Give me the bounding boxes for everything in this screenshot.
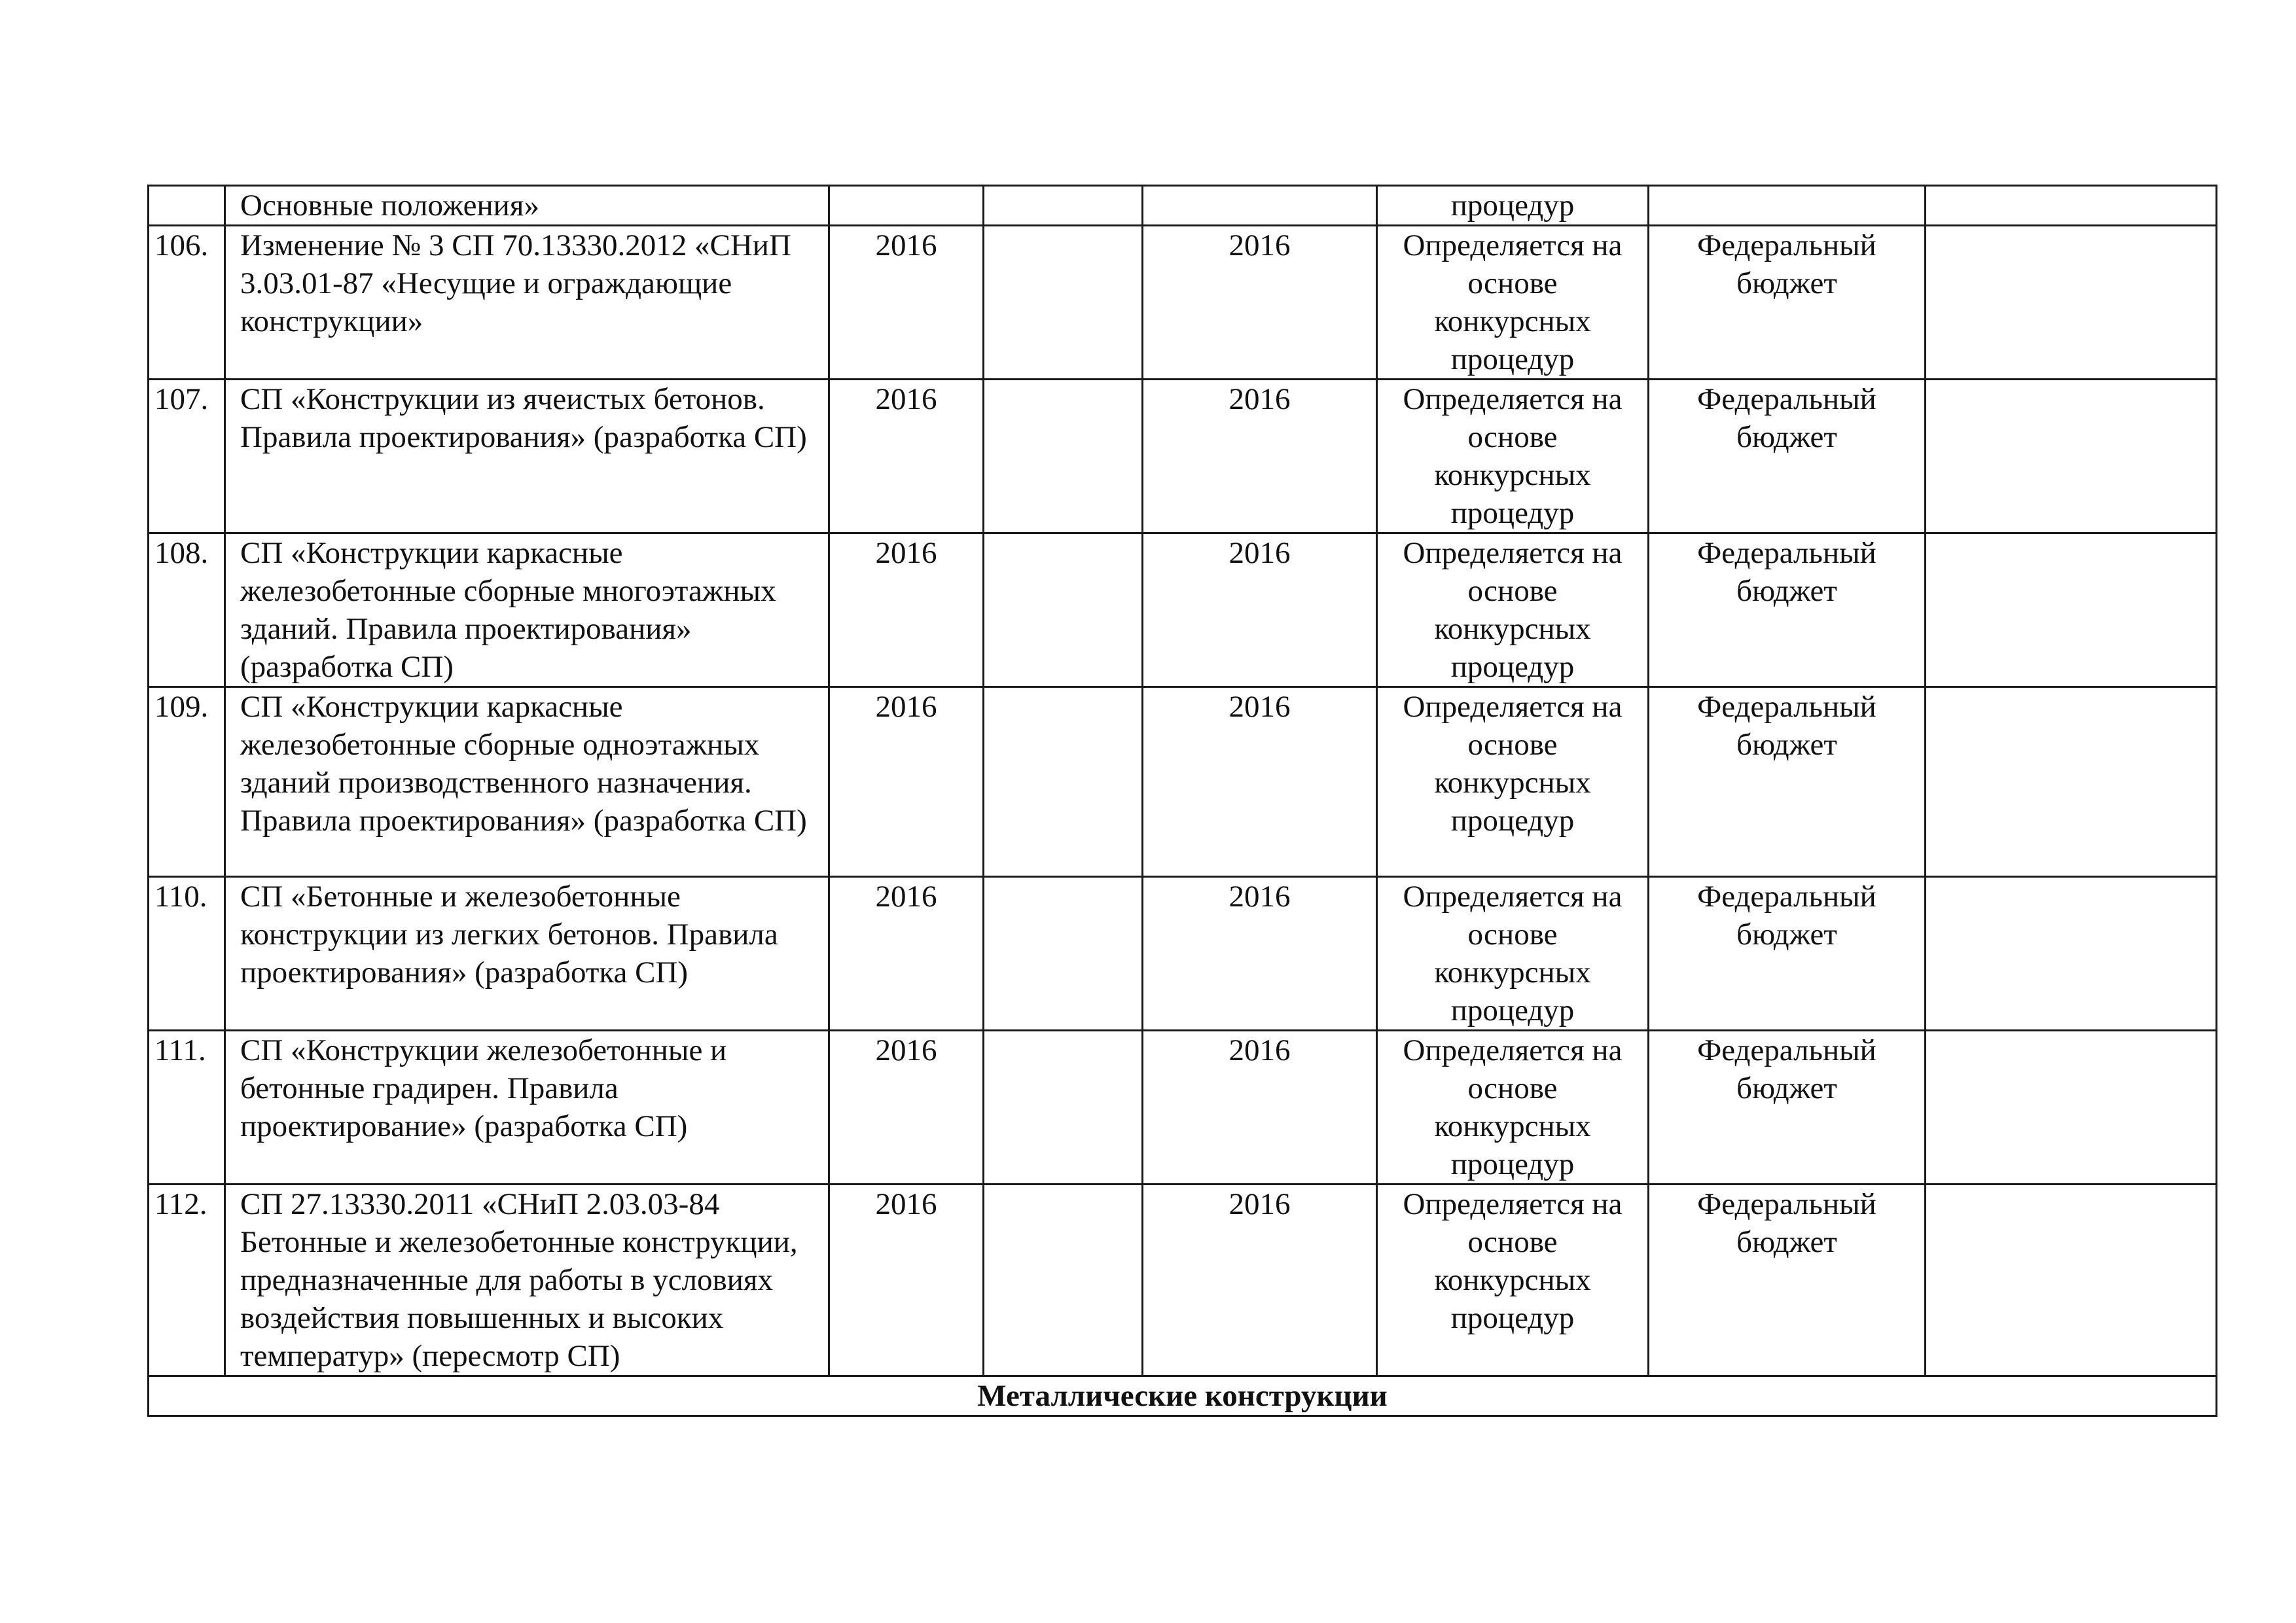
continuation-row (149, 186, 2217, 226)
cost-cell: Определяется на основе конкурсных процедур (1377, 687, 1649, 877)
column-4-cell (984, 186, 1143, 226)
document-table (147, 185, 2217, 1417)
year-end-cell: 2016 (1143, 1185, 1377, 1376)
row-number-cell (149, 186, 225, 226)
year-start-cell (829, 186, 984, 226)
cost-cell: Определяется на основе конкурсных процедур (1377, 1031, 1649, 1185)
year-end-cell: 2016 (1143, 1031, 1377, 1185)
note-cell (1926, 533, 2217, 687)
row-title-cell: СП 27.13330.2011 «СНиП 2.03.03-84 Бетонные и железобетонные конструкции, предназначенные для работы в условиях воздействия повышенных и высоких температур» (пересмотр СП) (225, 1185, 829, 1376)
row-number-cell: 111. (149, 1031, 225, 1185)
table-row (149, 1185, 2217, 1376)
row-number-cell: 108. (149, 533, 225, 687)
funding-source-cell: Федеральный бюджет (1649, 1185, 1926, 1376)
section-heading-row (149, 1376, 2217, 1416)
note-cell (1926, 1031, 2217, 1185)
year-start-cell: 2016 (829, 1185, 984, 1376)
cost-cell: Определяется на основе конкурсных процедур (1377, 877, 1649, 1031)
year-start-cell: 2016 (829, 533, 984, 687)
row-title-cell: Изменение № 3 СП 70.13330.2012 «СНиП 3.03.01-87 «Несущие и ограждающие конструкции» (225, 226, 829, 380)
cost-cell: Определяется на основе конкурсных процедур (1377, 533, 1649, 687)
column-4-cell (984, 877, 1143, 1031)
year-end-cell: 2016 (1143, 687, 1377, 877)
note-cell (1926, 380, 2217, 533)
section-heading: Металлические конструкции (149, 1376, 2217, 1416)
row-title-cell: СП «Конструкции железобетонные и бетонные градирен. Правила проектирование» (разработка СП) (225, 1031, 829, 1185)
column-4-cell (984, 226, 1143, 380)
column-4-cell (984, 1031, 1143, 1185)
year-end-cell: 2016 (1143, 877, 1377, 1031)
funding-source-cell: Федеральный бюджет (1649, 226, 1926, 380)
row-number-cell: 112. (149, 1185, 225, 1376)
table-row (149, 1031, 2217, 1185)
table-row (149, 533, 2217, 687)
table-row (149, 226, 2217, 380)
note-cell (1926, 226, 2217, 380)
year-end-cell (1143, 186, 1377, 226)
row-title-cell: Основные положения» (225, 186, 829, 226)
row-title-cell: СП «Конструкции каркасные железобетонные сборные одноэтажных зданий производственного назначения. Правила проектирования» (разработка СП) (225, 687, 829, 877)
year-end-cell: 2016 (1143, 226, 1377, 380)
note-cell (1926, 877, 2217, 1031)
cost-cell: Определяется на основе конкурсных процедур (1377, 1185, 1649, 1376)
column-4-cell (984, 533, 1143, 687)
year-end-cell: 2016 (1143, 533, 1377, 687)
row-title-cell: СП «Конструкции каркасные железобетонные сборные многоэтажных зданий. Правила проектирования» (разработка СП) (225, 533, 829, 687)
funding-source-cell: Федеральный бюджет (1649, 533, 1926, 687)
year-start-cell: 2016 (829, 380, 984, 533)
table-row (149, 687, 2217, 877)
funding-source-cell: Федеральный бюджет (1649, 687, 1926, 877)
table-row (149, 380, 2217, 533)
row-title-cell: СП «Конструкции из ячеистых бетонов. Правила проектирования» (разработка СП) (225, 380, 829, 533)
funding-source-cell (1649, 186, 1926, 226)
row-title-cell: СП «Бетонные и железобетонные конструкции из легких бетонов. Правила проектирования» (разработка СП) (225, 877, 829, 1031)
row-number-cell: 110. (149, 877, 225, 1031)
column-4-cell (984, 687, 1143, 877)
note-cell (1926, 1185, 2217, 1376)
row-number-cell: 109. (149, 687, 225, 877)
table-row (149, 877, 2217, 1031)
year-start-cell: 2016 (829, 226, 984, 380)
year-start-cell: 2016 (829, 1031, 984, 1185)
funding-source-cell: Федеральный бюджет (1649, 1031, 1926, 1185)
column-4-cell (984, 1185, 1143, 1376)
cost-cell: Определяется на основе конкурсных процедур (1377, 226, 1649, 380)
row-number-cell: 107. (149, 380, 225, 533)
year-start-cell: 2016 (829, 687, 984, 877)
column-4-cell (984, 380, 1143, 533)
cost-cell: Определяется на основе конкурсных процедур (1377, 380, 1649, 533)
table-body (149, 186, 2217, 1416)
cost-cell: процедур (1377, 186, 1649, 226)
row-number-cell: 106. (149, 226, 225, 380)
note-cell (1926, 186, 2217, 226)
year-end-cell: 2016 (1143, 380, 1377, 533)
year-start-cell: 2016 (829, 877, 984, 1031)
funding-source-cell: Федеральный бюджет (1649, 877, 1926, 1031)
note-cell (1926, 687, 2217, 877)
funding-source-cell: Федеральный бюджет (1649, 380, 1926, 533)
